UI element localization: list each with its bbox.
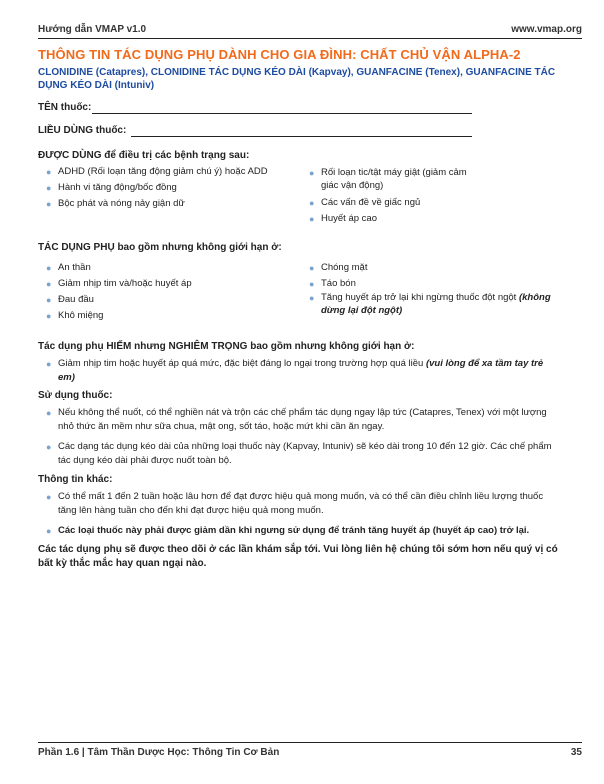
list-item: ● Táo bón xyxy=(309,276,571,292)
header-website: www.vmap.org xyxy=(511,24,582,35)
list-item: ● Đau đầu xyxy=(46,292,306,308)
list-item: ● Các dạng tác dụng kéo dài của những loại thuốc này (Kapvay, Intuniv) sẽ kéo dài trong 10 đến 12 giờ. Các chế phẩm tác dụng kéo dài phải được nuốt toàn bộ. xyxy=(46,441,552,466)
list-item: ● Nếu không thể nuốt, có thể nghiền nát và trộn các chế phẩm tác dụng ngay lập tức (Catapres, Tenex) với một lượng nhỏ thức ăn mềm như sữa chua, mật ong, sốt táo, hoặc mứt khi cần ăn ngay. xyxy=(46,407,547,432)
side-effects-section xyxy=(38,242,568,253)
bullet-dot-icon: ● xyxy=(46,263,52,273)
bullet-dot-icon: ● xyxy=(46,442,52,452)
bullet-dot-icon: ● xyxy=(46,167,52,177)
list-item: ● Có thể mất 1 đến 2 tuần hoặc lâu hơn để đạt được hiệu quả mong muốn, và có thể cần điều chỉnh liều lượng thuốc tăng lên hàng tuần cho đến khi đạt được hiệu quả mong muốn. xyxy=(46,491,544,516)
list-item: ● Bộc phát và nóng nảy giận dữ xyxy=(46,196,306,212)
usage-heading: Sử dụng thuốc: xyxy=(38,390,113,401)
bullet-dot-icon: ● xyxy=(309,168,315,178)
side-effects-heading: TÁC DỤNG PHỤ bao gồm nhưng không giới hạn ở: xyxy=(38,242,282,253)
rare-effects-note: (vui lòng để xa tầm tay trẻ em) xyxy=(58,358,544,383)
bullet-dot-icon: ● xyxy=(46,311,52,321)
used-for-section xyxy=(38,150,568,161)
rare-effects-list xyxy=(46,357,558,385)
bullet-dot-icon: ● xyxy=(309,293,315,303)
medication-subtitle: CLONIDINE (Catapres), CLONIDINE TÁC DỤNG KÉO DÀI (Kapvay), GUANFACINE (Tenex), GUANFACINE TÁC DỤNG KÉO DÀI (Intuniv) xyxy=(38,67,556,91)
list-item: ● ADHD (Rối loạn tăng động giảm chú ý) hoặc ADD xyxy=(46,164,306,180)
other-info-heading: Thông tin khác: xyxy=(38,474,113,485)
bullet-dot-icon: ● xyxy=(309,263,315,273)
closing-note: Các tác dụng phụ sẽ được theo dõi ở các lần khám sắp tới. Vui lòng liên hệ chúng tôi sớm hơn nếu quý vị có bất kỳ thắc mắc hay quan ngại nào. xyxy=(38,544,558,569)
bullet-dot-icon: ● xyxy=(46,526,52,536)
bullet-dot-icon: ● xyxy=(46,279,52,289)
side-effect-warning-note: (không dừng lại đột ngột) xyxy=(321,292,551,316)
rare-effects-heading: Tác dụng phụ HIẾM nhưng NGHIÊM TRỌNG bao gồm nhưng không giới hạn ở: xyxy=(38,341,415,352)
medication-name-field xyxy=(38,102,478,116)
medication-dose-blank xyxy=(131,136,472,137)
bullet-dot-icon: ● xyxy=(46,295,52,305)
bullet-dot-icon: ● xyxy=(46,359,52,369)
page-number: 35 xyxy=(570,747,582,758)
bullet-dot-icon: ● xyxy=(309,198,315,208)
medication-name-label: TÊN thuốc: xyxy=(38,102,92,113)
bullet-dot-icon: ● xyxy=(46,408,52,418)
medication-name-blank xyxy=(92,113,472,114)
list-item: ● Hành vi tăng động/bốc đồng xyxy=(46,180,306,196)
list-item: ● Giảm nhịp tim hoặc huyết áp quá mức, đặc biệt đáng lo ngại trong trường hợp quá liều (vui lòng để xa tầm tay trẻ em) xyxy=(46,358,544,383)
header-divider xyxy=(38,38,582,39)
other-info-section xyxy=(38,474,568,485)
bullet-dot-icon: ● xyxy=(309,279,315,289)
medication-dose-field xyxy=(38,125,478,139)
page-header xyxy=(38,22,582,38)
bullet-dot-icon: ● xyxy=(46,199,52,209)
list-item: ● Rối loạn tic/tật máy giật (giảm cảm giác vận động) xyxy=(309,167,467,191)
usage-section xyxy=(38,390,568,401)
list-item: ● Tăng huyết áp trở lại khi ngừng thuốc đột ngột (không dừng lại đột ngột) xyxy=(309,292,551,316)
list-item: ● Giảm nhịp tim và/hoặc huyết áp xyxy=(46,276,306,292)
footer-divider xyxy=(38,742,582,743)
header-guide-title: Hướng dẫn VMAP v1.0 xyxy=(38,24,147,35)
list-item: ● Các loại thuốc này phải được giảm dần khi ngưng sử dụng để tránh tăng huyết áp (huyết áp cao) trở lại. xyxy=(46,525,530,536)
side-effects-right-list xyxy=(309,260,571,320)
used-for-right-list xyxy=(309,167,484,227)
used-for-heading: ĐƯỢC DÙNG để điều trị các bệnh trạng sau: xyxy=(38,150,250,161)
list-item: ● Chóng mặt xyxy=(309,260,571,276)
usage-list xyxy=(46,406,558,468)
footer-section-title: Phần 1.6 | Tâm Thần Dược Học: Thông Tin Cơ Bản xyxy=(38,747,280,758)
bullet-dot-icon: ● xyxy=(46,183,52,193)
list-item: ● Các vấn đề về giấc ngủ xyxy=(309,195,484,211)
other-info-list xyxy=(46,490,558,538)
list-item: ● Khô miệng xyxy=(46,308,306,324)
bullet-dot-icon: ● xyxy=(46,492,52,502)
rare-effects-section xyxy=(38,341,568,352)
bullet-dot-icon: ● xyxy=(309,214,315,224)
used-for-left-list xyxy=(46,164,306,212)
list-item: ● An thần xyxy=(46,260,306,276)
medication-dose-label: LIỀU DÙNG thuốc: xyxy=(38,125,127,136)
page-title: THÔNG TIN TÁC DỤNG PHỤ DÀNH CHO GIA ĐÌNH: CHẤT CHỦ VẬN ALPHA-2 xyxy=(38,47,521,62)
list-item: ● Huyết áp cao xyxy=(309,211,484,227)
side-effects-left-list xyxy=(46,260,306,324)
